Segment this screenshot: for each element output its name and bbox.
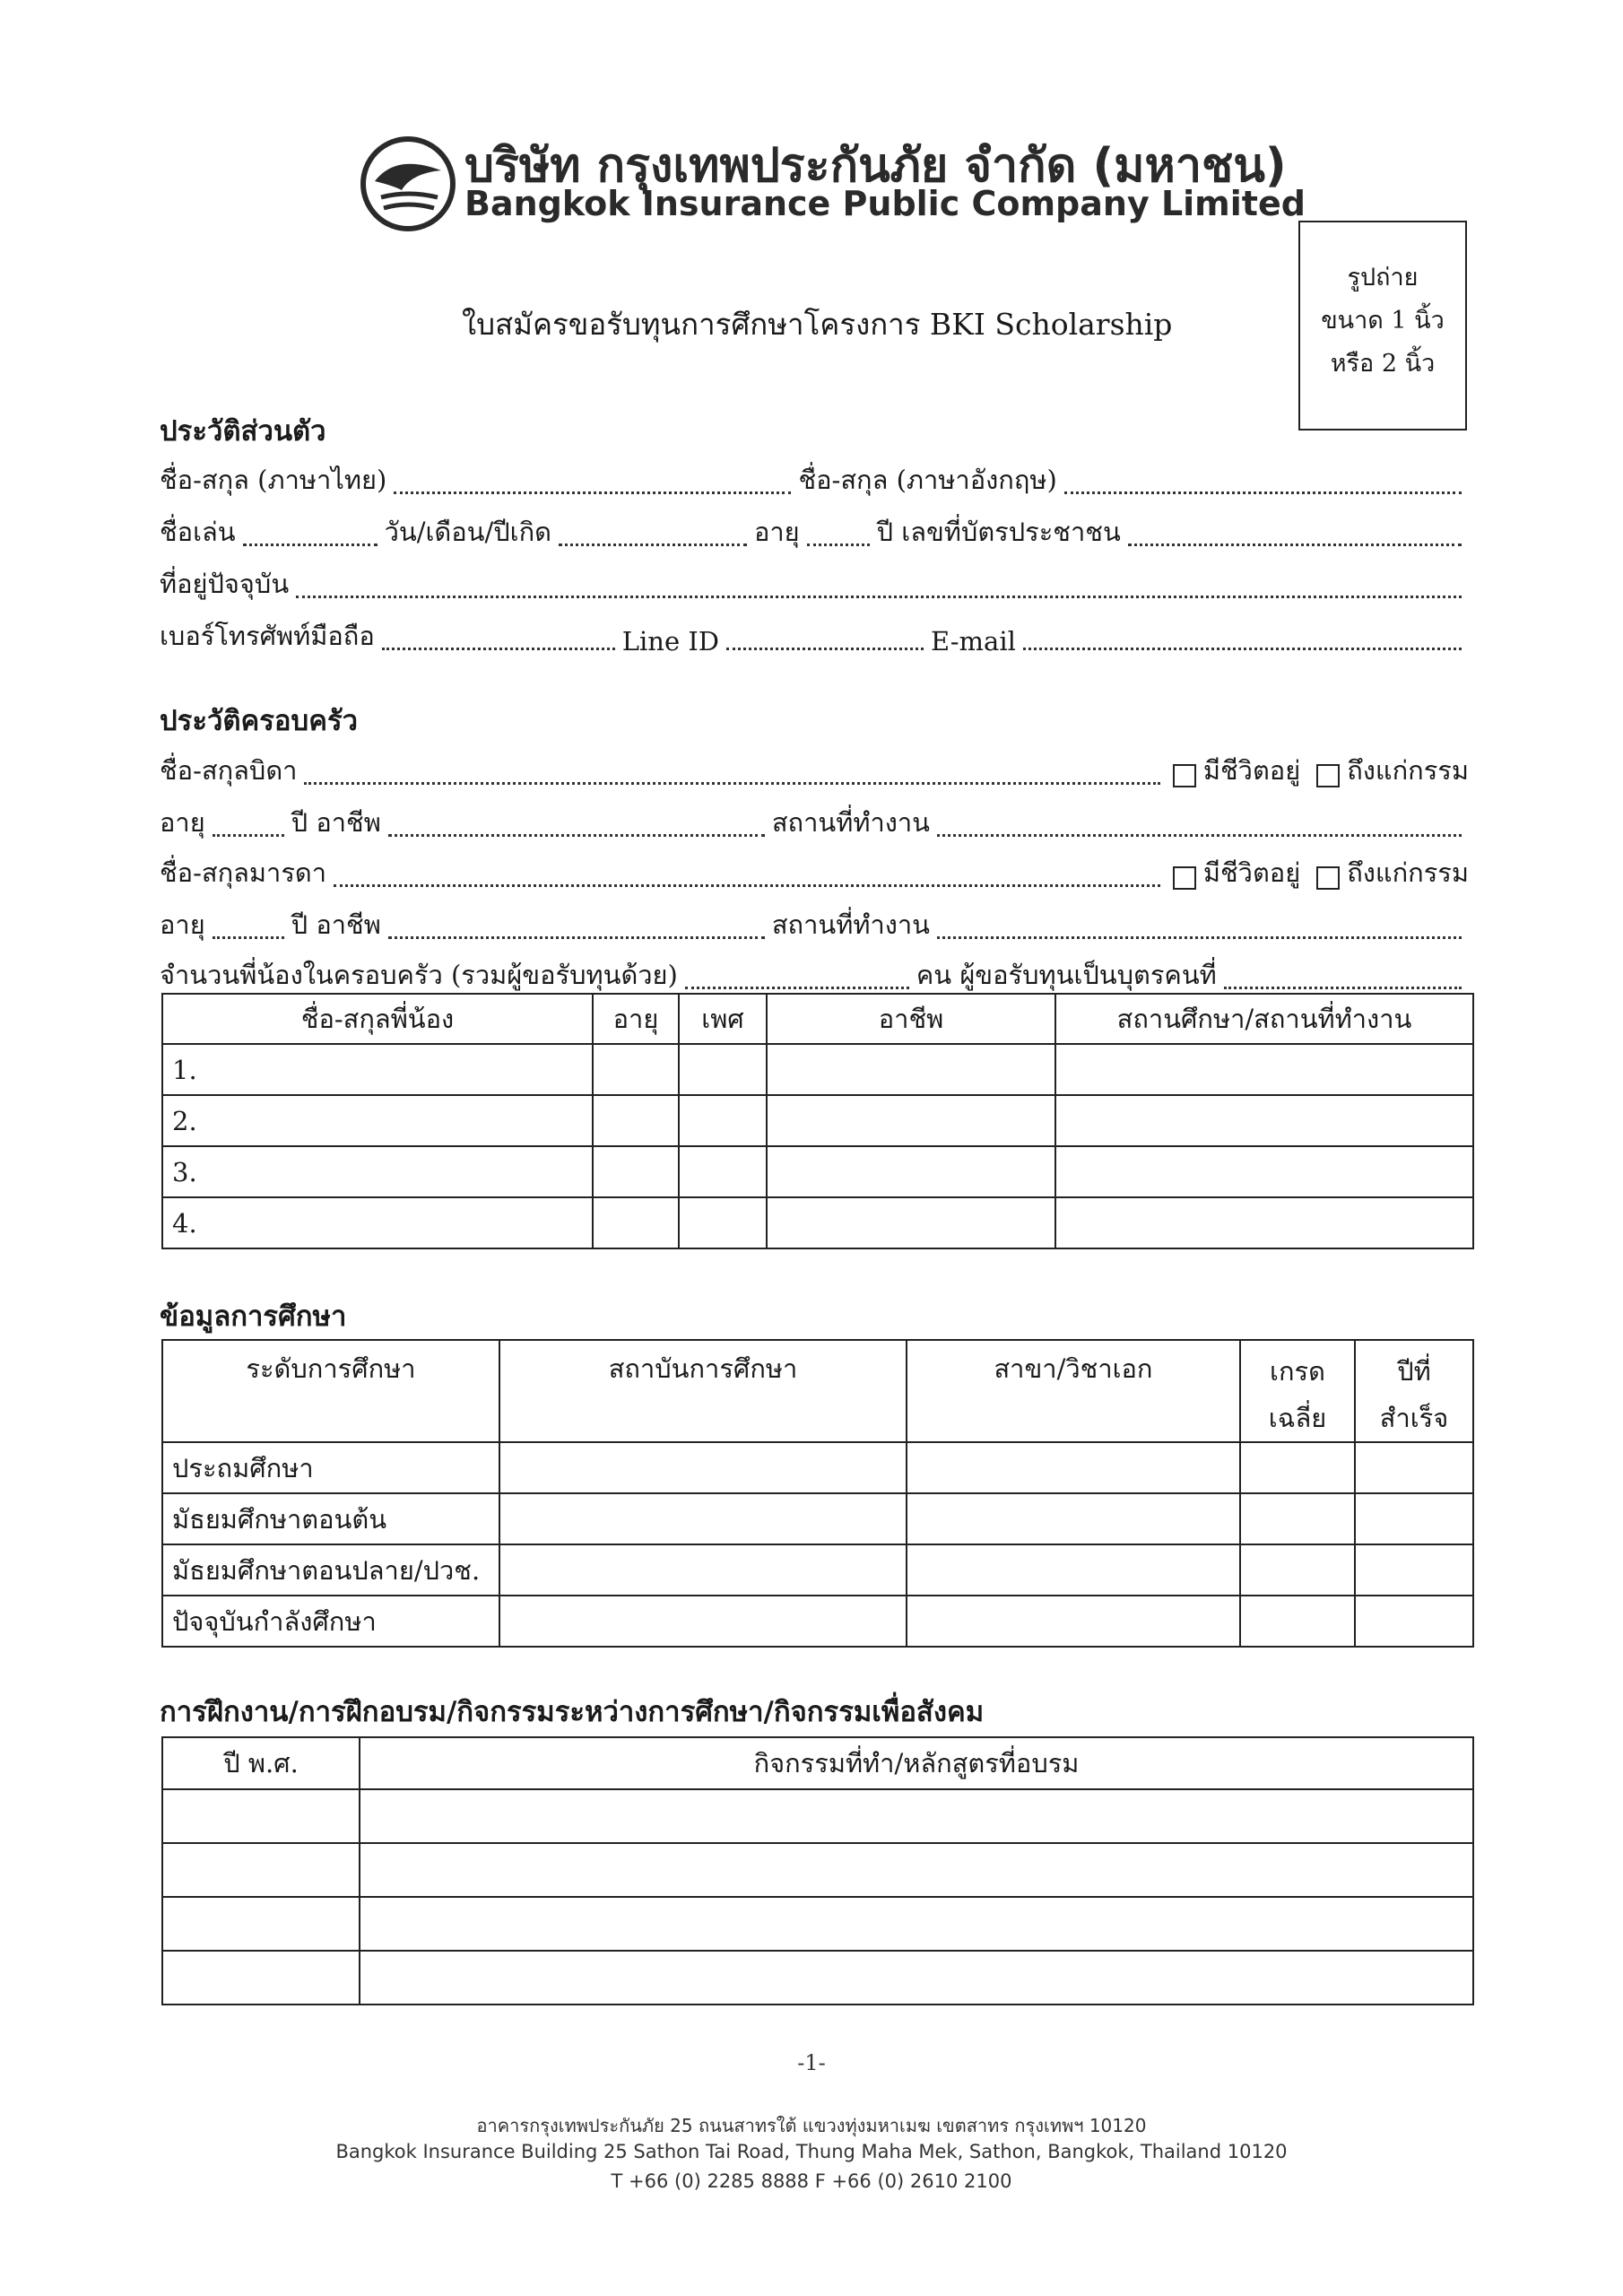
table-cell[interactable] <box>360 1843 1473 1897</box>
company-name-thai: บริษัท กรุงเทพประกันภัย จำกัด (มหาชน) <box>464 139 1287 193</box>
table-cell[interactable] <box>593 1197 679 1248</box>
table-cell[interactable] <box>679 1095 767 1146</box>
father-detail-row <box>160 802 1469 843</box>
father-occupation-label: ปี อาชีพ <box>291 807 381 838</box>
siblings-table <box>161 993 1474 1249</box>
father-deceased-checkbox[interactable] <box>1316 764 1340 787</box>
id-label: ปี เลขที่บัตรประชาชน <box>876 517 1121 547</box>
table-cell[interactable] <box>1240 1493 1355 1544</box>
education-table <box>161 1339 1474 1648</box>
education-level: มัธยมศึกษาตอนต้น <box>162 1493 499 1544</box>
table-cell[interactable] <box>360 1897 1473 1951</box>
table-row <box>162 1843 1473 1897</box>
footer-address-english: Bangkok Insurance Building 25 Sathon Tai Road, Thung Maha Mek, Sathon, Bangkok, Thailand 10120 <box>335 2141 1288 2162</box>
table-cell[interactable] <box>499 1596 907 1647</box>
education-level: มัธยมศึกษาตอนปลาย/ปวช. <box>162 1544 499 1596</box>
father-occupation-field[interactable] <box>388 834 765 837</box>
table-header: ปี พ.ศ. <box>162 1737 360 1789</box>
table-row <box>162 1442 1473 1493</box>
table-cell[interactable] <box>1055 1095 1473 1146</box>
table-row <box>162 1095 1473 1146</box>
table-cell[interactable] <box>499 1442 907 1493</box>
table-header-row <box>162 1737 1473 1789</box>
table-row <box>162 1197 1473 1248</box>
name-en-label: ชื่อ-สกุล (ภาษาอังกฤษ) <box>798 465 1057 495</box>
footer-phone: T +66 (0) 2285 8888 F +66 (0) 2610 2100 <box>611 2170 1012 2192</box>
section-education-title: ข้อมูลการศึกษา <box>160 1300 347 1333</box>
page-number: -1- <box>797 2050 826 2075</box>
siblings-count-label: จำนวนพี่น้องในครอบครัว (รวมผู้ขอรับทุนด้วย) <box>160 960 678 990</box>
table-cell[interactable] <box>1240 1596 1355 1647</box>
company-logo <box>359 135 457 233</box>
mother-age-label: อายุ <box>160 909 205 940</box>
father-age-field[interactable] <box>213 834 284 837</box>
table-header: กิจกรรมที่ทำ/หลักสูตรที่อบรม <box>360 1737 1473 1789</box>
form-title: ใบสมัครขอรับทุนการศึกษาโครงการ BKI Scholarship <box>462 307 1173 342</box>
table-cell[interactable] <box>1240 1442 1355 1493</box>
table-row <box>162 1544 1473 1596</box>
table-cell[interactable] <box>1055 1044 1473 1095</box>
father-workplace-label: สถานที่ทำงาน <box>771 807 930 838</box>
table-header: สาขา/วิชาเอก <box>907 1340 1240 1442</box>
mother-label: ชื่อ-สกุลมารดา <box>160 857 327 888</box>
email-field[interactable] <box>1023 648 1462 650</box>
father-label: ชื่อ-สกุลบิดา <box>160 755 298 786</box>
mother-occupation-field[interactable] <box>388 936 765 939</box>
name-th-field[interactable] <box>394 491 791 494</box>
table-row <box>162 1146 1473 1197</box>
table-cell[interactable] <box>907 1596 1240 1647</box>
bird-logo-icon <box>359 135 457 233</box>
mother-detail-row <box>160 904 1469 945</box>
father-row <box>160 750 1469 791</box>
education-level: ประถมศึกษา <box>162 1442 499 1493</box>
year-header-line: ปีที่ <box>1397 1356 1431 1387</box>
table-header: ระดับการศึกษา <box>162 1340 499 1442</box>
table-header-row <box>162 1340 1473 1442</box>
address-field[interactable] <box>296 596 1462 598</box>
table-cell[interactable] <box>499 1493 907 1544</box>
table-cell[interactable] <box>1355 1544 1473 1596</box>
email-label: E-mail <box>931 626 1016 657</box>
photo-box-line: ขนาด 1 นิ้ว <box>1321 307 1445 335</box>
mobile-field[interactable] <box>382 648 615 650</box>
father-deceased-label: ถึงแก่กรรม <box>1347 755 1469 786</box>
photo-box <box>1298 221 1467 430</box>
activities-table <box>161 1736 1474 2005</box>
table-header: เพศ <box>679 994 767 1044</box>
table-header: สถานศึกษา/สถานที่ทำงาน <box>1055 994 1473 1044</box>
table-row <box>162 1897 1473 1951</box>
child-order-label: คน ผู้ขอรับทุนเป็นบุตรคนที่ <box>916 960 1217 990</box>
year-header <box>1355 1340 1473 1442</box>
line-id-label: Line ID <box>621 626 720 657</box>
grade-header <box>1240 1340 1355 1442</box>
table-header: สถาบันการศึกษา <box>499 1340 907 1442</box>
table-header: อายุ <box>593 994 679 1044</box>
mother-occupation-label: ปี อาชีพ <box>291 909 381 940</box>
table-cell[interactable] <box>499 1544 907 1596</box>
siblings-count-field[interactable] <box>685 987 909 989</box>
table-cell[interactable] <box>907 1544 1240 1596</box>
table-cell[interactable] <box>1355 1596 1473 1647</box>
table-cell[interactable] <box>162 1951 360 2005</box>
table-cell[interactable] <box>593 1146 679 1197</box>
id-field[interactable] <box>1128 544 1462 546</box>
siblings-row <box>160 954 1469 996</box>
address-label: ที่อยู่ปัจจุบัน <box>160 569 290 599</box>
father-alive-checkbox[interactable] <box>1173 764 1196 787</box>
row-number[interactable]: 2. <box>162 1095 593 1146</box>
grade-header-line: เฉลี่ย <box>1268 1403 1327 1433</box>
line-id-field[interactable] <box>726 648 924 650</box>
table-cell[interactable] <box>162 1897 360 1951</box>
mother-workplace-label: สถานที่ทำงาน <box>771 909 930 940</box>
nickname-row <box>160 511 1469 552</box>
table-cell[interactable] <box>1055 1197 1473 1248</box>
row-number[interactable]: 1. <box>162 1044 593 1095</box>
table-row <box>162 1596 1473 1647</box>
mother-alive-label: มีชีวิตอยู่ <box>1202 857 1301 888</box>
mother-deceased-checkbox[interactable] <box>1316 866 1340 890</box>
row-number[interactable]: 4. <box>162 1197 593 1248</box>
table-cell[interactable] <box>907 1442 1240 1493</box>
table-cell[interactable] <box>1355 1493 1473 1544</box>
nickname-label: ชื่อเล่น <box>160 517 236 547</box>
footer-address-thai: อาคารกรุงเทพประกันภัย 25 ถนนสาทรใต้ แขวงทุ่งมหาเมฆ เขตสาทร กรุงเทพฯ 10120 <box>476 2115 1147 2136</box>
photo-box-line: หรือ 2 นิ้ว <box>1330 350 1436 378</box>
table-cell[interactable] <box>679 1146 767 1197</box>
table-cell[interactable] <box>679 1044 767 1095</box>
table-cell[interactable] <box>360 1789 1473 1843</box>
table-cell[interactable] <box>767 1044 1055 1095</box>
name-th-label: ชื่อ-สกุล (ภาษาไทย) <box>160 465 387 495</box>
table-header-row <box>162 994 1473 1044</box>
section-personal-title: ประวัติส่วนตัว <box>160 415 326 448</box>
table-cell[interactable] <box>162 1789 360 1843</box>
table-row <box>162 1951 1473 2005</box>
mother-age-field[interactable] <box>213 936 284 939</box>
father-field[interactable] <box>304 782 1159 785</box>
address-row <box>160 563 1469 604</box>
table-cell[interactable] <box>1055 1146 1473 1197</box>
father-age-label: อายุ <box>160 807 205 838</box>
photo-box-line: รูปถ่าย <box>1347 264 1419 291</box>
dob-label: วัน/เดือน/ปีเกิด <box>384 517 551 547</box>
table-cell[interactable] <box>593 1044 679 1095</box>
name-row <box>160 459 1469 500</box>
age-field[interactable] <box>807 544 870 546</box>
row-number[interactable]: 3. <box>162 1146 593 1197</box>
mother-field[interactable] <box>334 884 1160 887</box>
nickname-field[interactable] <box>243 544 378 546</box>
table-row <box>162 1789 1473 1843</box>
table-header: อาชีพ <box>767 994 1055 1044</box>
contact-row <box>160 615 1469 657</box>
section-family-title: ประวัติครอบครัว <box>160 705 358 737</box>
name-en-field[interactable] <box>1064 491 1462 494</box>
mother-row <box>160 852 1469 893</box>
table-header: ชื่อ-สกุลพี่น้อง <box>162 994 593 1044</box>
dob-field[interactable] <box>559 544 747 546</box>
age-label: อายุ <box>753 517 800 547</box>
education-level: ปัจจุบันกำลังศึกษา <box>162 1596 499 1647</box>
table-row <box>162 1493 1473 1544</box>
table-cell[interactable] <box>679 1197 767 1248</box>
table-cell[interactable] <box>767 1197 1055 1248</box>
father-workplace-field[interactable] <box>937 834 1462 837</box>
table-cell[interactable] <box>907 1493 1240 1544</box>
table-row <box>162 1044 1473 1095</box>
mother-alive-checkbox[interactable] <box>1173 866 1196 890</box>
table-cell[interactable] <box>360 1951 1473 2005</box>
table-cell[interactable] <box>767 1095 1055 1146</box>
table-cell[interactable] <box>162 1843 360 1897</box>
mother-workplace-field[interactable] <box>937 936 1462 939</box>
table-cell[interactable] <box>767 1146 1055 1197</box>
section-activities-title: การฝึกงาน/การฝึกอบรม/กิจกรรมระหว่างการศึกษา/กิจกรรมเพื่อสังคม <box>160 1696 985 1728</box>
child-order-field[interactable] <box>1224 987 1462 989</box>
table-cell[interactable] <box>593 1095 679 1146</box>
year-header-line: สำเร็จ <box>1379 1403 1449 1433</box>
company-name-english: Bangkok Insurance Public Company Limited <box>464 184 1306 223</box>
table-cell[interactable] <box>1240 1544 1355 1596</box>
father-alive-label: มีชีวิตอยู่ <box>1202 755 1301 786</box>
mobile-label: เบอร์โทรศัพท์มือถือ <box>160 621 375 651</box>
grade-header-line: เกรด <box>1270 1356 1325 1387</box>
mother-deceased-label: ถึงแก่กรรม <box>1347 857 1469 888</box>
table-cell[interactable] <box>1355 1442 1473 1493</box>
